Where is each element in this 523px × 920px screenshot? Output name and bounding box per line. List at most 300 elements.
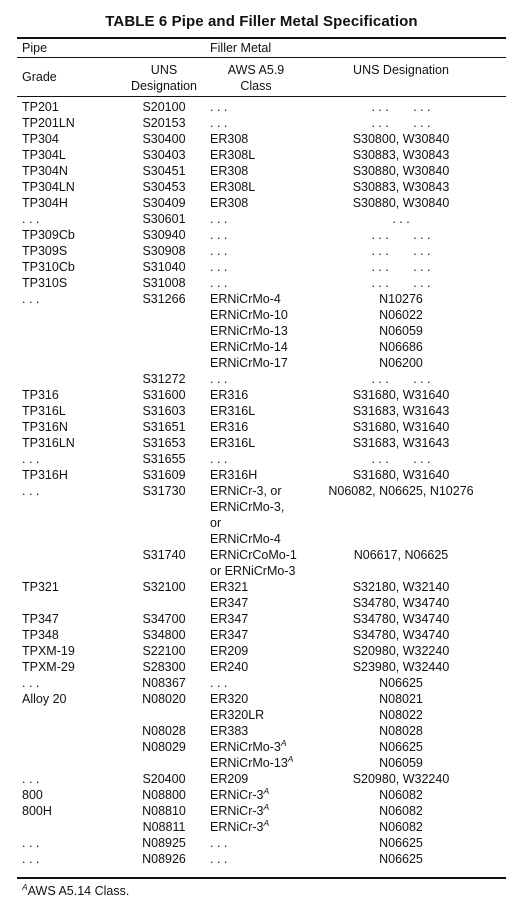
cell-uns-designation-text: S28300	[142, 660, 186, 674]
cell-uns-designation	[124, 451, 204, 467]
cell-uns-designation	[124, 291, 204, 307]
table-row	[0, 819, 523, 835]
cell-uns-designation	[124, 483, 204, 499]
cell-aws-class	[210, 163, 248, 179]
cell-uns-designation-text: S20153	[142, 116, 186, 130]
table-row	[0, 275, 523, 291]
cell-aws-class	[210, 483, 282, 499]
cell-grade-text: TPXM-19	[22, 644, 75, 658]
cell-uns-designation	[124, 147, 204, 163]
cell-uns-designation-text: S30601	[142, 212, 186, 226]
cell-grade	[22, 387, 59, 403]
table-row	[0, 387, 523, 403]
table-row	[0, 835, 523, 851]
cell-uns-filler-designation	[314, 115, 488, 131]
cell-aws-class-text: . . .	[210, 244, 228, 258]
cell-uns-designation	[124, 387, 204, 403]
cell-grade	[22, 691, 66, 707]
cell-uns-filler-designation-text: . . . . . .	[371, 244, 431, 258]
footnote-marker: A	[263, 817, 270, 828]
cell-uns-filler-designation	[314, 179, 488, 195]
cell-uns-filler-designation-text: N06625	[379, 676, 423, 690]
cell-grade-text: TP201	[22, 100, 59, 114]
cell-uns-filler-designation-text: N06059	[379, 324, 423, 338]
cell-uns-designation-text: S31008	[142, 276, 186, 290]
table-row	[0, 675, 523, 691]
cell-aws-class-text: ER308	[210, 164, 249, 178]
cell-uns-designation	[124, 819, 204, 835]
cell-uns-filler-designation	[314, 723, 488, 739]
cell-aws-class-text: ERNiCrMo-13	[210, 324, 288, 338]
cell-aws-class	[210, 179, 255, 195]
table-row	[0, 723, 523, 739]
cell-uns-designation	[124, 259, 204, 275]
table-row	[0, 755, 523, 771]
cell-uns-filler-designation	[314, 419, 488, 435]
table-row	[0, 115, 523, 131]
cell-aws-class	[210, 403, 255, 419]
cell-grade	[22, 195, 68, 211]
cell-aws-class-text: ERNiCrMo-13	[210, 756, 288, 770]
cell-grade-text: TP347	[22, 612, 59, 626]
cell-aws-class	[210, 739, 287, 755]
cell-uns-designation-text: N08810	[142, 804, 186, 818]
table-row	[0, 211, 523, 227]
cell-uns-designation-text: S31740	[142, 548, 186, 562]
cell-aws-class	[210, 131, 248, 147]
cell-uns-filler-designation-text: S31683, W31643	[352, 436, 450, 450]
cell-uns-filler-designation	[314, 403, 488, 419]
table-row	[0, 371, 523, 387]
table-row	[0, 499, 523, 515]
cell-uns-filler-designation-text: N06625	[379, 852, 423, 866]
cell-uns-designation-text: N08029	[142, 740, 186, 754]
table-row	[0, 739, 523, 755]
cell-uns-filler-designation-text: N06686	[379, 340, 423, 354]
cell-aws-class-text: or ERNiCrMo-3	[210, 564, 296, 578]
cell-aws-class-text: ER316L	[210, 404, 256, 418]
cell-uns-designation-text: S20100	[142, 100, 186, 114]
cell-uns-filler-designation	[314, 819, 488, 835]
cell-uns-filler-designation	[314, 147, 488, 163]
cell-uns-filler-designation	[314, 387, 488, 403]
cell-uns-designation	[124, 275, 204, 291]
cell-aws-class-text: ER320	[210, 692, 249, 706]
cell-uns-filler-designation-text: N08028	[379, 724, 423, 738]
cell-uns-designation	[124, 675, 204, 691]
cell-uns-filler-designation-text: . . . . . .	[371, 116, 431, 130]
cell-aws-class-text: ERNiCr-3	[210, 788, 264, 802]
cell-aws-class-text: ERNiCrMo-10	[210, 308, 288, 322]
cell-grade	[22, 243, 67, 259]
cell-uns-designation	[124, 227, 204, 243]
table-row	[0, 579, 523, 595]
table-row	[0, 147, 523, 163]
cell-aws-class-text: ER240	[210, 660, 249, 674]
cell-grade	[22, 115, 75, 131]
table-row	[0, 771, 523, 787]
cell-grade-text: TP316LN	[22, 436, 75, 450]
cell-aws-class-text: . . .	[210, 852, 228, 866]
cell-uns-designation	[124, 115, 204, 131]
cell-aws-class-text: . . .	[210, 228, 228, 242]
cell-uns-filler-designation	[314, 579, 488, 595]
cell-uns-filler-designation	[314, 355, 488, 371]
cell-aws-class	[210, 499, 284, 515]
cell-grade	[22, 467, 68, 483]
cell-grade-text: TP304LN	[22, 180, 75, 194]
table-row	[0, 227, 523, 243]
cell-aws-class	[210, 835, 227, 851]
footnote-marker: A	[263, 785, 270, 796]
cell-uns-filler-designation	[314, 803, 488, 819]
cell-aws-class	[210, 611, 248, 627]
cell-uns-designation	[124, 643, 204, 659]
table-title: TABLE 6 Pipe and Filler Metal Specification	[105, 13, 418, 30]
cell-grade-text: 800H	[22, 804, 52, 818]
cell-uns-filler-designation	[314, 483, 488, 499]
cell-uns-designation	[124, 611, 204, 627]
table-row	[0, 707, 523, 723]
cell-uns-designation-text: S31655	[142, 452, 186, 466]
table-row	[0, 467, 523, 483]
cell-uns-filler-designation-text: N06022	[379, 308, 423, 322]
table-row	[0, 339, 523, 355]
cell-uns-designation-text: N08367	[142, 676, 186, 690]
cell-uns-filler-designation-text: N08021	[379, 692, 423, 706]
cell-uns-filler-designation	[314, 739, 488, 755]
table-row	[0, 355, 523, 371]
cell-uns-designation-text: S32100	[142, 580, 186, 594]
cell-aws-class-text: ER320LR	[210, 708, 265, 722]
cell-uns-designation	[124, 179, 204, 195]
table-row	[0, 307, 523, 323]
cell-uns-filler-designation-text: . . . . . .	[371, 260, 431, 274]
cell-uns-filler-designation	[314, 707, 488, 723]
cell-uns-designation	[124, 787, 204, 803]
cell-uns-designation	[124, 163, 204, 179]
cell-uns-designation-text: S31603	[142, 404, 186, 418]
cell-grade	[22, 179, 75, 195]
cell-aws-class	[210, 99, 227, 115]
cell-aws-class	[210, 339, 288, 355]
cell-uns-filler-designation-text: S30883, W30843	[352, 180, 450, 194]
cell-uns-filler-designation	[314, 771, 488, 787]
cell-aws-class	[210, 243, 227, 259]
cell-grade	[22, 835, 39, 851]
cell-uns-filler-designation	[314, 451, 488, 467]
cell-aws-class-text: ERNiCrMo-14	[210, 340, 288, 354]
cell-aws-class-text: . . .	[210, 452, 228, 466]
cell-grade-text: Alloy 20	[22, 692, 67, 706]
cell-grade	[22, 227, 75, 243]
cell-uns-designation	[124, 403, 204, 419]
cell-uns-filler-designation	[314, 99, 488, 115]
cell-uns-designation-text: S31653	[142, 436, 186, 450]
cell-uns-filler-designation-text: S20980, W32240	[352, 644, 450, 658]
cell-uns-designation-text: N08800	[142, 788, 186, 802]
cell-aws-class	[210, 787, 269, 803]
cell-uns-filler-designation	[314, 787, 488, 803]
cell-uns-filler-designation	[314, 659, 488, 675]
cell-uns-designation-text: N08925	[142, 836, 186, 850]
cell-uns-filler-designation-text: . . . . . .	[371, 452, 431, 466]
cell-grade	[22, 787, 43, 803]
cell-grade-text: TP304H	[22, 196, 68, 210]
table-row	[0, 531, 523, 547]
cell-grade-text: TP201LN	[22, 116, 75, 130]
header-uns-line2: Designation	[130, 79, 197, 93]
cell-uns-designation	[124, 579, 204, 595]
cell-uns-filler-designation	[314, 243, 488, 259]
cell-aws-class	[210, 515, 221, 531]
cell-uns-filler-designation-text: . . . . . .	[371, 228, 431, 242]
cell-grade-text: TP310Cb	[22, 260, 75, 274]
cell-uns-designation	[124, 739, 204, 755]
table-row	[0, 611, 523, 627]
cell-aws-class	[210, 371, 227, 387]
cell-grade-text: TP309Cb	[22, 228, 75, 242]
cell-aws-class-text: ER316L	[210, 436, 256, 450]
cell-grade	[22, 643, 75, 659]
header-uns-line1: UNS	[150, 63, 178, 77]
top-rule	[17, 37, 506, 39]
cell-grade	[22, 579, 59, 595]
cell-uns-filler-designation-text: N06625	[379, 836, 423, 850]
cell-uns-filler-designation	[314, 467, 488, 483]
cell-uns-designation	[124, 835, 204, 851]
cell-grade-text: . . .	[22, 836, 40, 850]
cell-uns-filler-designation-text: S30800, W30840	[352, 132, 450, 146]
cell-uns-designation-text: S30908	[142, 244, 186, 258]
cell-grade	[22, 771, 39, 787]
header-filler-metal: Filler Metal	[210, 41, 272, 55]
cell-aws-class-text: ER316H	[210, 468, 258, 482]
cell-uns-filler-designation	[314, 163, 488, 179]
table-row	[0, 803, 523, 819]
cell-uns-designation-text: S30400	[142, 132, 186, 146]
cell-aws-class	[210, 627, 248, 643]
table-row	[0, 563, 523, 579]
cell-aws-class	[210, 419, 248, 435]
cell-uns-designation	[124, 243, 204, 259]
cell-aws-class-text: ER383	[210, 724, 249, 738]
table-row	[0, 243, 523, 259]
cell-uns-designation	[124, 195, 204, 211]
cell-uns-filler-designation-text: . . . . . .	[371, 372, 431, 386]
cell-aws-class-text: or	[210, 516, 222, 530]
cell-uns-filler-designation-text: S20980, W32240	[352, 772, 450, 786]
cell-grade	[22, 99, 59, 115]
cell-grade	[22, 131, 59, 147]
cell-aws-class-text: ERNiCrMo-17	[210, 356, 288, 370]
cell-uns-filler-designation-text: S31680, W31640	[352, 420, 450, 434]
cell-uns-designation-text: S30451	[142, 164, 186, 178]
cell-uns-designation-text: S34700	[142, 612, 186, 626]
cell-uns-designation-text: S20400	[142, 772, 186, 786]
cell-aws-class	[210, 579, 248, 595]
footnote-marker: A	[22, 881, 28, 892]
header-subrule	[17, 57, 506, 58]
table-row	[0, 627, 523, 643]
cell-uns-filler-designation-text: N10276	[379, 292, 423, 306]
cell-aws-class-text: . . .	[210, 372, 228, 386]
header-aws-line1: AWS A5.9	[227, 63, 285, 77]
cell-uns-filler-designation	[314, 691, 488, 707]
cell-aws-class	[210, 435, 255, 451]
cell-aws-class	[210, 355, 288, 371]
cell-aws-class	[210, 707, 264, 723]
cell-aws-class	[210, 211, 227, 227]
cell-uns-filler-designation	[314, 339, 488, 355]
header-pipe: Pipe	[22, 41, 48, 55]
cell-aws-class	[210, 291, 281, 307]
cell-uns-filler-designation	[314, 259, 488, 275]
cell-grade	[22, 611, 59, 627]
cell-uns-filler-designation-text: S32180, W32140	[352, 580, 450, 594]
cell-uns-filler-designation-text: N06059	[379, 756, 423, 770]
cell-aws-class-text: ERNiCrMo-3	[210, 740, 281, 754]
cell-grade-text: TP316L	[22, 404, 66, 418]
cell-uns-designation	[124, 99, 204, 115]
cell-grade-text: . . .	[22, 676, 40, 690]
cell-uns-filler-designation-text: S31683, W31643	[352, 404, 450, 418]
cell-grade-text: TP304	[22, 132, 59, 146]
cell-aws-class-text: ERNiCr-3	[210, 804, 264, 818]
cell-uns-filler-designation	[314, 611, 488, 627]
cell-grade	[22, 419, 68, 435]
cell-uns-designation	[124, 659, 204, 675]
cell-uns-filler-designation-text: S31680, W31640	[352, 388, 450, 402]
cell-aws-class	[210, 771, 248, 787]
cell-grade-text: . . .	[22, 212, 40, 226]
cell-grade	[22, 211, 39, 227]
cell-uns-designation-text: S22100	[142, 644, 186, 658]
cell-grade	[22, 627, 59, 643]
cell-uns-filler-designation-text: S23980, W32440	[352, 660, 450, 674]
cell-uns-filler-designation-text: . . .	[392, 212, 410, 226]
cell-grade-text: 800	[22, 788, 43, 802]
cell-aws-class-text: . . .	[210, 116, 228, 130]
cell-grade	[22, 147, 66, 163]
cell-aws-class-text: ER347	[210, 612, 249, 626]
cell-uns-filler-designation	[314, 211, 488, 227]
cell-aws-class-text: . . .	[210, 676, 228, 690]
cell-grade	[22, 483, 39, 499]
cell-uns-filler-designation-text: N06082	[379, 820, 423, 834]
cell-aws-class	[210, 595, 248, 611]
cell-aws-class	[210, 803, 269, 819]
cell-uns-filler-designation-text: N06200	[379, 356, 423, 370]
cell-uns-filler-designation-text: . . . . . .	[371, 100, 431, 114]
cell-grade	[22, 259, 75, 275]
cell-uns-filler-designation-text: N06082	[379, 788, 423, 802]
cell-uns-filler-designation-text: N06082	[379, 804, 423, 818]
cell-uns-designation	[124, 723, 204, 739]
cell-uns-designation	[124, 131, 204, 147]
cell-uns-filler-designation	[314, 307, 488, 323]
cell-uns-filler-designation	[314, 227, 488, 243]
cell-aws-class	[210, 467, 257, 483]
header-uns-designation: UNS Designation	[353, 63, 449, 77]
cell-aws-class	[210, 307, 288, 323]
cell-grade-text: TP304L	[22, 148, 66, 162]
cell-grade-text: TP316N	[22, 420, 68, 434]
cell-aws-class-text: ER316	[210, 388, 249, 402]
cell-aws-class	[210, 659, 248, 675]
cell-aws-class	[210, 275, 227, 291]
cell-uns-filler-designation-text: S34780, W34740	[352, 596, 450, 610]
cell-grade-text: . . .	[22, 292, 40, 306]
cell-uns-designation-text: N08811	[142, 820, 186, 834]
cell-aws-class-text: ER209	[210, 644, 249, 658]
cell-grade-text: . . .	[22, 852, 40, 866]
cell-uns-filler-designation	[314, 195, 488, 211]
cell-aws-class	[210, 547, 297, 563]
table-row	[0, 691, 523, 707]
cell-aws-class-text: ER308L	[210, 148, 256, 162]
cell-uns-designation	[124, 419, 204, 435]
cell-uns-filler-designation	[314, 435, 488, 451]
cell-uns-filler-designation-text: S31680, W31640	[352, 468, 450, 482]
header-aws-line2: Class	[240, 79, 272, 93]
cell-uns-filler-designation	[314, 291, 488, 307]
cell-aws-class-text: . . .	[210, 260, 228, 274]
table-row	[0, 595, 523, 611]
table-row	[0, 179, 523, 195]
cell-aws-class-text: ER316	[210, 420, 249, 434]
cell-uns-designation-text: N08020	[142, 692, 186, 706]
cell-grade	[22, 435, 75, 451]
cell-aws-class-text: ER347	[210, 628, 249, 642]
cell-aws-class	[210, 643, 248, 659]
cell-uns-filler-designation-text: S30880, W30840	[352, 164, 450, 178]
table-row	[0, 259, 523, 275]
cell-uns-filler-designation-text: S34780, W34740	[352, 612, 450, 626]
cell-aws-class	[210, 451, 227, 467]
table-row	[0, 195, 523, 211]
footnote-marker: A	[280, 737, 287, 748]
cell-uns-designation-text: N08926	[142, 852, 186, 866]
cell-grade-text: TP310S	[22, 276, 68, 290]
cell-grade-text: TP316	[22, 388, 59, 402]
footnote-marker: A	[263, 801, 270, 812]
cell-aws-class	[210, 531, 281, 547]
table-row	[0, 659, 523, 675]
cell-uns-designation-text: N08028	[142, 724, 186, 738]
cell-uns-designation	[124, 371, 204, 387]
cell-aws-class-text: ERNiCrCoMo-1	[210, 548, 297, 562]
table-row	[0, 643, 523, 659]
cell-uns-filler-designation-text: S34780, W34740	[352, 628, 450, 642]
table-row	[0, 291, 523, 307]
cell-uns-filler-designation	[314, 547, 488, 563]
cell-grade-text: . . .	[22, 484, 40, 498]
cell-aws-class	[210, 723, 248, 739]
cell-uns-designation-text: S30409	[142, 196, 186, 210]
cell-uns-filler-designation-text: N06082, N06625, N10276	[328, 484, 474, 498]
cell-grade-text: TP321	[22, 580, 59, 594]
cell-grade-text: TP304N	[22, 164, 68, 178]
table-row	[0, 323, 523, 339]
cell-grade-text: . . .	[22, 452, 40, 466]
cell-uns-filler-designation	[314, 131, 488, 147]
table-row	[0, 131, 523, 147]
cell-aws-class	[210, 851, 227, 867]
table-row	[0, 547, 523, 563]
cell-grade	[22, 291, 39, 307]
cell-uns-designation-text: S31600	[142, 388, 186, 402]
